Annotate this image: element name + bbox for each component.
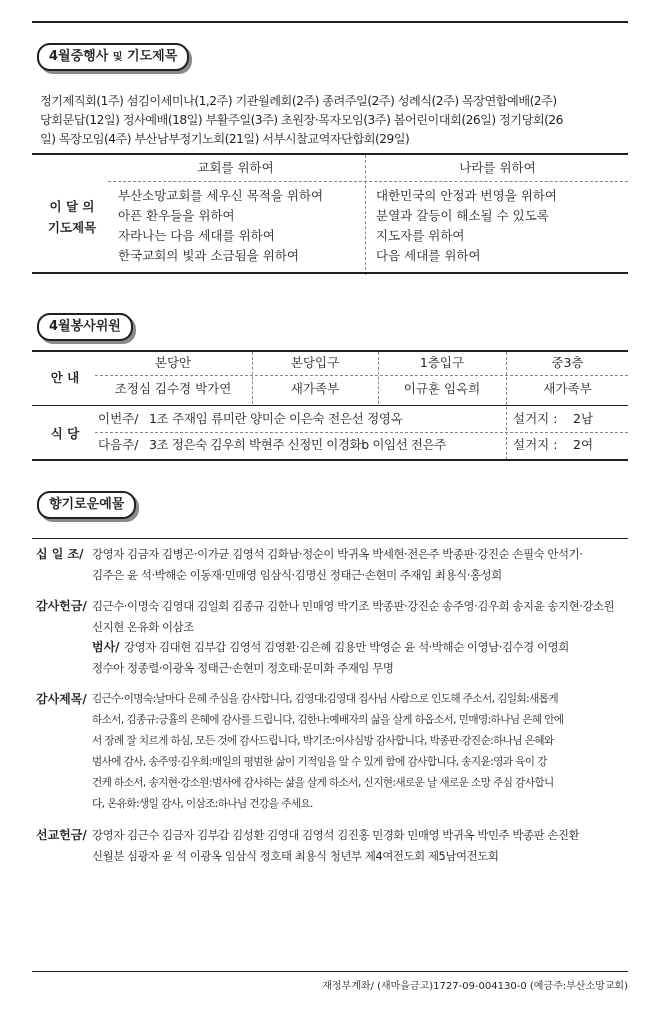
prayer-nation-item: 지도자를 위하여 — [376, 228, 465, 243]
meal-dish-value: 2여 — [573, 437, 594, 452]
thanks-label: 감사헌금/ — [36, 599, 87, 613]
account-footer: 재정부계좌/ (새마을금고)1727-09-004130-0 (예금주:부산소망교회) — [322, 981, 628, 992]
prayer-nation-item: 분열과 갈등이 해소될 수 있도록 — [376, 208, 549, 223]
prayer-offering-line: 서 장례 잘 치르게 하심, 모든 것에 감사드립니다, 박기조:이사심방 감사합니다, 박종판·강진순:하나님 은혜와 — [92, 735, 554, 747]
meal-label: 식 당 — [50, 426, 80, 441]
service-heading — [37, 313, 133, 341]
prayer-offering-line: 김근수·이명숙:날마다 은혜 주심을 감사합니다, 김영대:김영대 집사님 사람으로 인도해 주소서, 김일회:새롭게 — [92, 693, 558, 705]
guide-meal-divider — [32, 405, 628, 406]
meal-row-divider — [95, 432, 628, 433]
meal-dish-value: 2남 — [573, 411, 594, 426]
service-table-bottom — [32, 459, 628, 461]
meal-dish-label: 설거지 : — [513, 437, 558, 452]
offering-heading-text: 향기로운예물 — [49, 497, 125, 512]
meal-row-names: 3조 정은숙 김우희 박현주 신정민 이경화b 이임선 전은주 — [149, 437, 446, 452]
guide-col-divider — [378, 352, 379, 404]
guide-value: 조정심 김수경 박가연 — [114, 381, 232, 396]
prayer-col2-header: 나라를 위하여 — [459, 160, 536, 175]
tithe-label: 십 일 조/ — [36, 547, 84, 561]
tithe-line: 강영자 김금자 김병곤·이가균 김영석 김화남·정순이 박귀옥 박세현·전은주 박종판·강진순 손필숙 안석기· — [92, 547, 583, 561]
prayer-church-item: 부산소망교회를 세우신 목적을 위하여 — [118, 188, 324, 203]
mission-line: 신월분 심광자 윤 석 이광옥 임삼식 정호태 최용식 청년부 제4여전도회 제5남여전도회 — [92, 849, 499, 863]
mission-line: 강영자 김근수 김금자 김부갑 김성환 김영대 김영석 김진홍 민경화 민매영 박귀옥 박민주 박종판 손진환 — [92, 828, 580, 842]
events-heading — [37, 43, 189, 71]
top-rule — [32, 21, 628, 23]
guide-header: 본당안 — [154, 355, 192, 370]
prayer-nation-item: 다음 세대를 위하여 — [376, 248, 481, 263]
prayer-offering-line: 건케 하소서, 송지현·강소원:범사에 감사하는 삶을 살게 하소서, 신지현:새로운 날 새로운 소망 주심 감사합니 — [92, 777, 554, 789]
meal-row-names: 1조 주재임 류미란 양미순 이은숙 전은선 정영옥 — [149, 411, 403, 426]
prayer-offering-label: 감사제목/ — [36, 692, 87, 706]
prayer-offering-line: 다, 온유화:생일 감사, 이삼조:하나님 건강을 주세요. — [92, 798, 313, 810]
events-heading-small: 및 — [112, 52, 123, 63]
prayer-church-item: 자라나는 다음 세대를 위하여 — [118, 228, 275, 243]
guide-label: 안 내 — [50, 370, 80, 385]
events-heading-rest: 기도제목 — [127, 49, 178, 64]
events-heading-main: 4월중행사 — [49, 49, 109, 64]
guide-col-divider — [252, 352, 253, 404]
service-table-top — [32, 350, 628, 352]
tithe-line: 김주은 윤 석·박해순 이동재·민매영 임삼식·김명신 정태근·손현미 주재임 최용식·홍성희 — [92, 568, 502, 582]
guide-header: 1층입구 — [419, 355, 465, 370]
prayer-church-item: 한국교회의 빛과 소금됨을 위하여 — [118, 248, 299, 263]
prayer-table-bottom — [32, 272, 628, 274]
prayer-table-top — [32, 153, 628, 155]
meal-dish-label: 설거지 : — [513, 411, 558, 426]
prayer-offering-line: 하소서, 김종규:긍휼의 은혜에 감사를 드립니다, 김한나:예배자의 삶을 살게 하옵소서, 민매영:하나님 은혜 안에 — [92, 714, 564, 726]
bottom-rule — [32, 971, 628, 972]
bum-line: 강영자 김대현 김부갑 김영석 김영환·김은혜 김용만 박영순 윤 석·박해순 이영남·김수경 이영희 — [124, 640, 569, 654]
bum-label: 범사/ — [92, 640, 120, 654]
prayer-label-1: 이 달 의 — [49, 199, 95, 214]
prayer-church-item: 아픈 환우들을 위하여 — [118, 208, 235, 223]
events-line-1: 정기제직회(1주) 섬김이세미나(1,2주) 기관월례회(2주) 종려주일(2주) 성례식(2주) 목장연합예배(2주) — [40, 94, 557, 108]
mission-label: 선교헌금/ — [36, 828, 87, 842]
offering-heading — [37, 491, 136, 519]
thanks-line: 신지현 온유화 이삼조 — [92, 620, 194, 634]
prayer-header-divider — [108, 181, 628, 182]
bum-line: 정수아 정종렬·이광옥 정태근·손현미 정호태·문미화 주재임 무명 — [92, 661, 394, 675]
prayer-nation-item: 대한민국의 안정과 번영을 위하여 — [376, 188, 557, 203]
service-heading-text: 4월봉사위원 — [49, 319, 121, 334]
offering-top-rule — [32, 538, 628, 539]
prayer-label-2: 기도제목 — [47, 220, 97, 235]
meal-row-week: 이번주/ — [98, 411, 139, 426]
guide-value: 새가족부 — [290, 381, 340, 396]
guide-col-divider — [506, 352, 507, 460]
prayer-col-divider — [365, 155, 366, 275]
prayer-offering-line: 범사에 감사, 송주영·김우희:매일의 평범한 삶이 기적임을 알 수 있게 함에 감사합니다, 송지윤:영과 육이 강 — [92, 756, 547, 768]
events-line-2: 당회문답(12일) 정사예배(18일) 부활주일(3주) 초원장·목자모임(3주) 봄어린이대회(26일) 정기당회(26 — [40, 113, 563, 127]
thanks-line: 김근수·이명숙 김영대 김일회 김종규 김한나 민매영 박기조 박종판·강진순 송주영·김우희 송지윤 송지현·강소원 — [92, 599, 615, 613]
guide-header: 본당입구 — [290, 355, 340, 370]
guide-value: 이규훈 임옥희 — [403, 381, 481, 396]
guide-header-divider — [95, 375, 628, 376]
meal-row-week: 다음주/ — [98, 437, 139, 452]
prayer-col1-header: 교회를 위하여 — [197, 160, 274, 175]
guide-value: 새가족부 — [543, 381, 592, 396]
guide-header: 중3층 — [551, 355, 584, 370]
events-line-3: 일) 목장모임(4주) 부산남부정기노회(21일) 서부시찰교역자단합회(29일) — [40, 132, 410, 146]
